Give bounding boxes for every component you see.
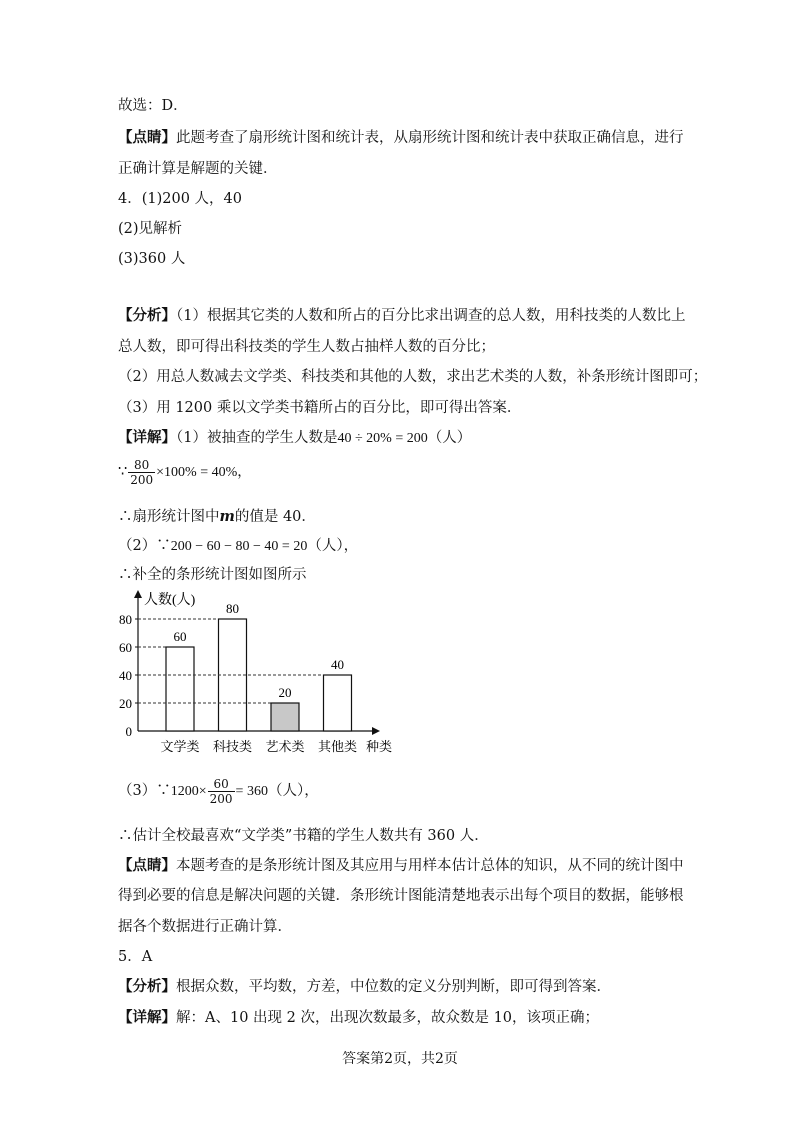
y-tick-label: 60	[119, 640, 132, 655]
answer-5-heading: 5．A	[118, 949, 153, 965]
comment-tag: 【点睛】	[118, 129, 176, 146]
fraction-60-200	[208, 777, 235, 806]
fraction-line-1	[118, 457, 251, 488]
y-tick-label: 80	[119, 612, 132, 627]
comment-text: 此题考查了扇形统计图和统计表，从扇形统计图和统计表中获取正确信息，进行	[176, 130, 684, 146]
page-footer: 答案第2页，共2页	[342, 1051, 458, 1067]
analysis-line-2: 总人数，即可得出科技类的学生人数占抽样人数的百分比；	[118, 339, 495, 355]
chart-caption: ∴补全的条形统计图如图所示	[118, 567, 307, 583]
detail-2-line	[118, 1008, 599, 1028]
analysis-text: （1）根据其它类的人数和所占的百分比求出调查的总人数，用科技类的人数比上	[176, 308, 686, 324]
analysis-line-1	[118, 306, 685, 326]
bar-value-label: 80	[226, 601, 239, 616]
comment-2-text: 本题考查的是条形统计图及其应用与用样本估计总体的知识，从不同的统计图中	[176, 858, 684, 874]
m-value-text: ∴扇形统计图中	[118, 509, 220, 525]
analysis-line-3: （2）用总人数减去文学类、科技类和其他的人数，求出艺术类的人数，补条形统计图即可；	[118, 369, 708, 385]
part-2-line	[118, 536, 358, 557]
y-axis-arrow	[134, 590, 142, 598]
comment-2-line-1	[118, 856, 684, 876]
category-label: 其他类	[317, 739, 358, 754]
x-axis-arrow	[372, 727, 380, 735]
bar-value-label: 20	[278, 685, 292, 700]
fraction-denominator: 200	[130, 472, 154, 487]
part-3-multiplier: 1200×	[170, 784, 207, 799]
comment-2-tag: 【点睛】	[118, 857, 176, 874]
analysis-line-4: （3）用 1200 乘以文学类书籍所占的百分比，即可得出答案．	[118, 400, 522, 416]
fraction-result: ×100% = 40%，	[156, 465, 252, 480]
fraction-numerator: 80	[128, 458, 155, 473]
comment-2-line-2: 得到必要的信息是解决问题的关键．条形统计图能清楚地表示出每个项目的数据，能够根	[118, 888, 684, 904]
analysis-2-text: 根据众数，平均数，方差，中位数的定义分别判断，即可得到答案．	[176, 979, 611, 995]
detail-math: 40 ÷ 20% = 200	[337, 431, 428, 446]
part-3-unit: （人），	[267, 783, 319, 799]
bar-value-label: 60	[173, 629, 187, 644]
y-tick-label: 40	[119, 668, 132, 683]
analysis-2-line	[118, 977, 611, 997]
because-symbol: ∵	[118, 464, 128, 480]
y-tick-label: 0	[125, 724, 132, 739]
bar	[324, 675, 352, 731]
fraction-numerator: 60	[208, 777, 235, 792]
fraction-denominator: 200	[209, 791, 233, 806]
detail-2-tag: 【详解】	[118, 1009, 176, 1026]
detail-line-1	[118, 428, 471, 449]
estimate-line: ∴估计全校最喜欢“文学类”书籍的学生人数共有 360 人．	[118, 828, 489, 844]
x-axis-label: 种类	[366, 739, 393, 754]
text-line-1: 故选：D．	[118, 98, 188, 114]
analysis-2-tag: 【分析】	[118, 978, 176, 995]
bar-value-label: 40	[331, 657, 344, 672]
bar	[219, 619, 247, 731]
fraction-80-200	[128, 458, 155, 487]
text-line-3: 正确计算是解题的关键．	[118, 161, 278, 177]
y-tick-label: 20	[119, 696, 132, 711]
answer-4-part-3: (3)360 人	[118, 251, 186, 267]
comment-2-line-3: 据各个数据进行正确计算．	[118, 919, 292, 935]
m-value-result: 的值是 40．	[234, 509, 316, 525]
detail-2-text: 解：A、10 出现 2 次，出现次数最多，故众数是 10，该项正确；	[176, 1010, 600, 1026]
bar-chart	[110, 588, 410, 758]
part-2-prefix: （2）∵	[118, 538, 171, 554]
text-line-2	[118, 128, 684, 148]
category-label: 科技类	[212, 739, 253, 754]
bar	[271, 703, 299, 731]
detail-tag: 【详解】	[118, 429, 176, 446]
part-2-unit: （人），	[307, 538, 359, 554]
part-3-line	[118, 776, 319, 807]
part-2-math: 200 − 60 − 80 − 40 = 20	[170, 539, 308, 554]
category-label: 艺术类	[265, 739, 305, 754]
answer-4-heading: 4．(1)200 人，40	[118, 191, 243, 207]
m-variable: m	[219, 508, 235, 525]
part-3-result: = 360	[235, 784, 268, 799]
detail-unit: （人）	[427, 430, 472, 446]
category-label: 文学类	[160, 739, 200, 754]
y-axis-label: 人数(人)	[144, 593, 196, 608]
part-3-prefix: （3）∵	[118, 783, 171, 799]
answer-4-part-2: (2)见解析	[118, 221, 183, 237]
m-value-line	[118, 507, 316, 527]
analysis-tag: 【分析】	[118, 307, 176, 324]
detail-text: （1）被抽查的学生人数是	[176, 430, 338, 446]
bar	[166, 647, 194, 731]
